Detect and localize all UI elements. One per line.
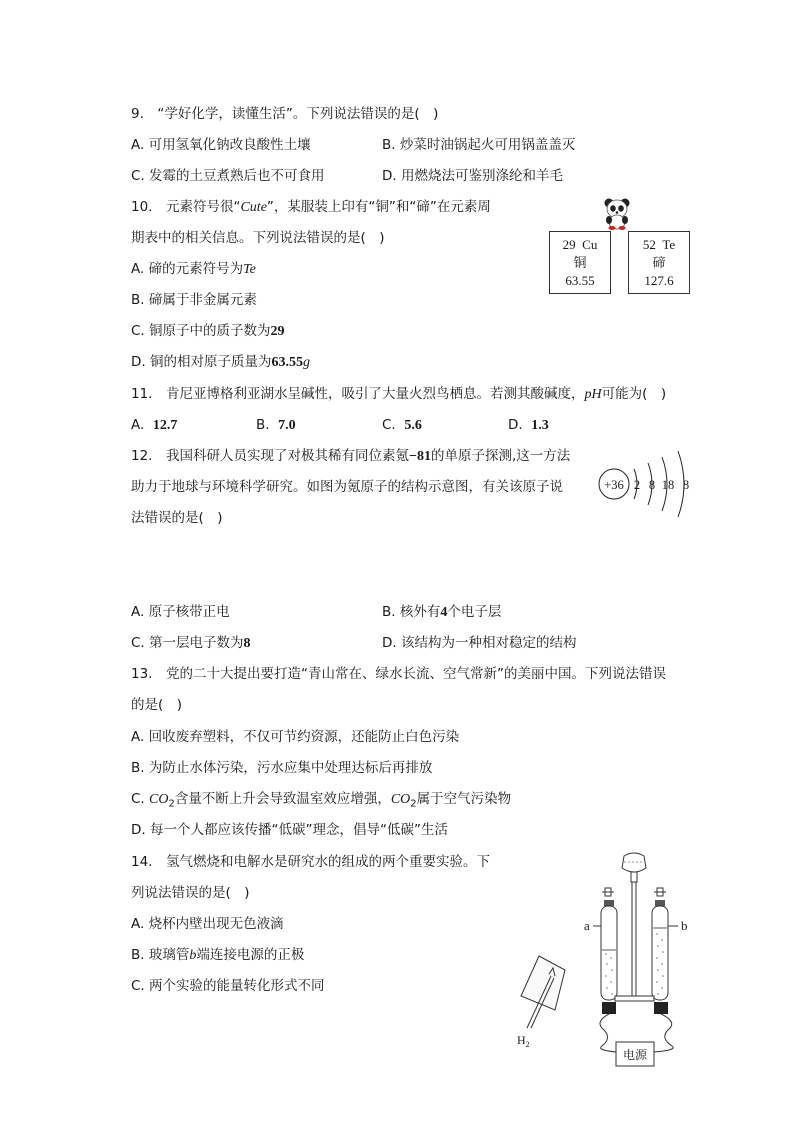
q13-stem-cont: 的是( ) [131, 697, 183, 713]
q10-option-c: C. 铜原子中的质子数为29 [131, 323, 285, 339]
hydrogen-label: $H_2$ [517, 1033, 530, 1049]
q13-option-d: D. 每一个人都应该传播“低碳”理念，倡导“低碳”生活 [131, 822, 448, 838]
te-name: 碲 [652, 255, 666, 270]
tube-label-a: a [584, 918, 590, 933]
q11-option-b: B. 7.0 [256, 417, 296, 433]
q14-option-c: C. 两个实验的能量转化形式不同 [131, 978, 325, 994]
te-symbol: Te [662, 237, 676, 252]
q14-option-a: A. 烧杯内壁出现无色液滴 [131, 916, 284, 932]
q9-option-a: A. 可用氢氧化钠改良酸性土壤 [131, 137, 311, 153]
q12-option-c: C. 第一层电子数为8 [131, 635, 251, 651]
cu-name: 铜 [573, 255, 587, 270]
krypton-atom-diagram [596, 447, 696, 523]
q10-option-b: B. 碲属于非金属元素 [131, 292, 257, 308]
cu-atomic-number: 29 [562, 237, 576, 252]
hydrogen-combustion-diagram [505, 948, 580, 1058]
cu-symbol: Cu [582, 237, 598, 252]
q12-option-b: B. 核外有4个电子层 [382, 604, 502, 620]
q12-stem-cont: 助力于地球与环境科学研究。如图为氪原子的结构示意图，有关该原子说 [131, 479, 563, 495]
q11-option-d: D. 1.3 [508, 417, 549, 433]
q14-stem-cont: 列说法错误的是( ) [131, 885, 250, 901]
q14-option-b: B. 玻璃管b端连接电源的正极 [131, 947, 305, 963]
tellurium-element-cell [628, 231, 690, 294]
q13-option-c: C. $CO_2$含量不断上升会导致温室效应增强，$CO_2$属于空气污染物 [131, 791, 512, 810]
q13-option-a: A. 回收废弃塑料，不仅可节约资源，还能防止白色污染 [131, 729, 460, 745]
q12-option-d: D. 该结构为一种相对稳定的结构 [382, 635, 577, 651]
nucleus-charge: +36 [604, 478, 624, 492]
q12-stem: 12. 我国科研人员实现了对极其稀有同位素氪−81的单原子探测,这一方法 [131, 448, 571, 464]
shell-1-count: 2 [633, 478, 641, 492]
q10-option-d: D. 铜的相对原子质量为63.55g [131, 354, 310, 370]
q11-option-a: A. 12.7 [131, 417, 178, 433]
panda-icon [600, 196, 634, 230]
q10-option-a: A. 碲的元素符号为Te [131, 261, 256, 277]
q11-stem: 11. 肯尼亚博格利亚湖水呈碱性，吸引了大量火烈鸟栖息。若测其酸碱度，pH可能为( ) [131, 386, 667, 402]
q14-stem: 14. 氢气燃烧和电解水是研究水的组成的两个重要实验。下 [131, 854, 490, 870]
q9-stem: 9. “学好化学，读懂生活”。下列说法错误的是( ) [131, 106, 439, 122]
copper-element-cell [549, 231, 611, 294]
q13-stem: 13. 党的二十大提出要打造“青山常在、绿水长流、空气常新”的美丽中国。下列说法错误 [131, 666, 666, 682]
q12-stem-cont2: 法错误的是( ) [131, 510, 223, 526]
te-atomic-number: 52 [642, 237, 656, 252]
shell-4-count: 8 [682, 478, 690, 492]
q9-option-b: B. 炒菜时油锅起火可用锅盖盖灭 [382, 137, 576, 153]
shell-2-count: 8 [648, 478, 656, 492]
q9-option-d: D. 用燃烧法可鉴别涤纶和羊毛 [382, 168, 563, 184]
q10-stem: 10. 元素符号很“Cute”，某服装上印有“铜”和“碲”在元素周 [131, 199, 491, 215]
q11-option-c: C. 5.6 [382, 417, 422, 433]
te-mass: 127.6 [644, 273, 674, 288]
cu-mass: 63.55 [565, 273, 595, 288]
q10-stem-cont: 期表中的相关信息。下列说法错误的是( ) [131, 230, 385, 246]
tube-label-b: b [681, 918, 688, 933]
q12-option-a: A. 原子核带正电 [131, 604, 230, 620]
q13-option-b: B. 为防止水体污染，污水应集中处理达标后再排放 [131, 760, 433, 776]
shell-3-count: 18 [661, 478, 675, 492]
power-source-label: 电源 [622, 1048, 648, 1062]
electrolysis-apparatus-diagram [582, 850, 692, 1070]
q9-option-c: C. 发霉的土豆煮熟后也不可食用 [131, 168, 325, 184]
